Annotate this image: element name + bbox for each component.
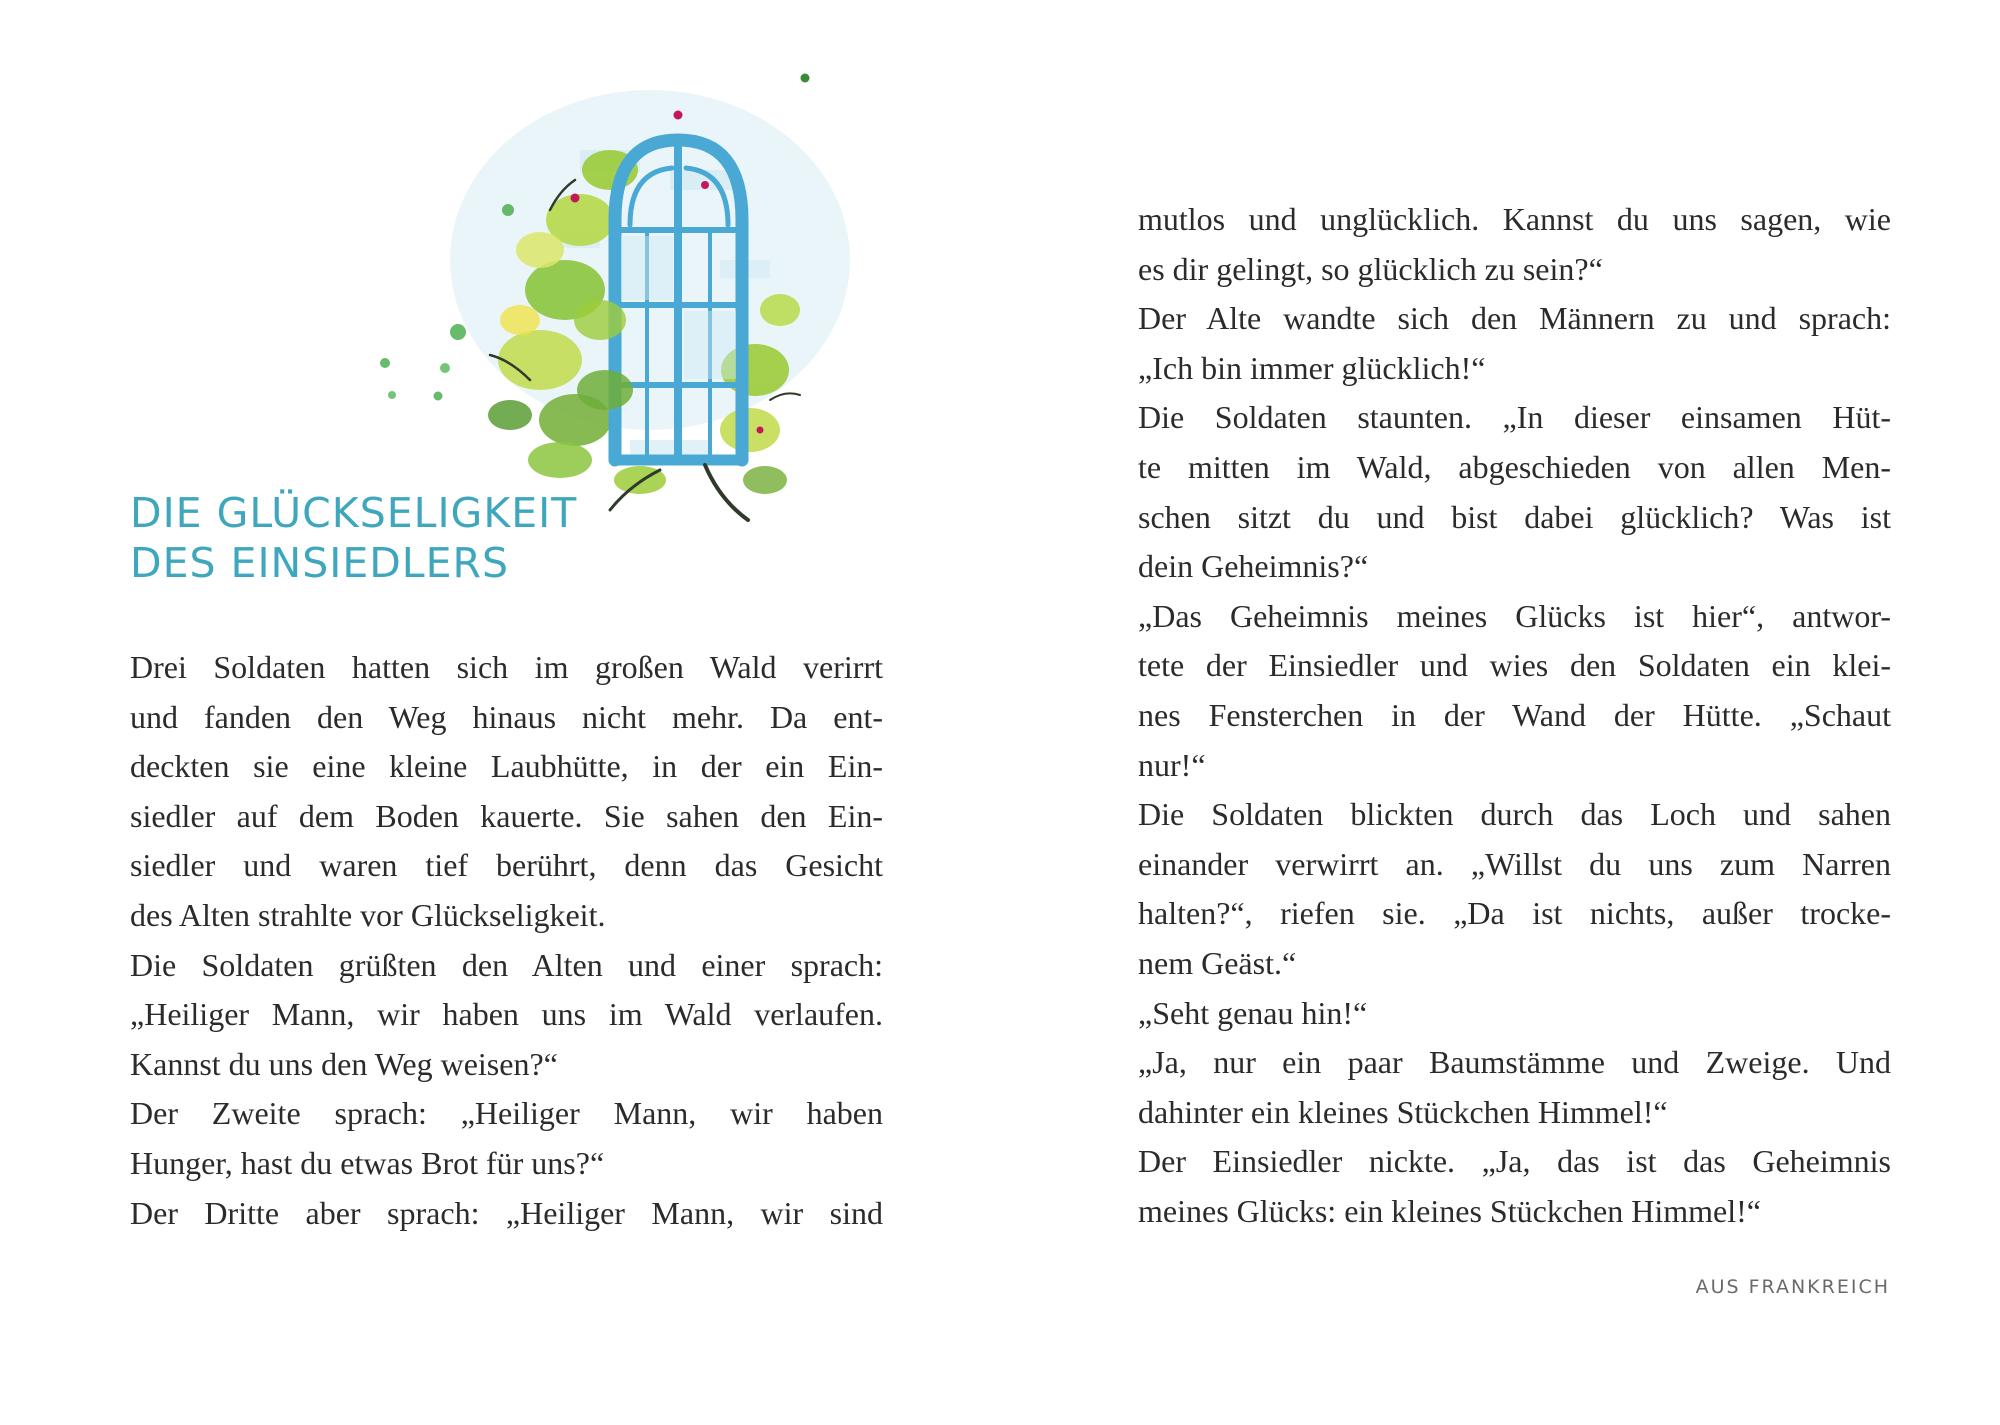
right-text-line: „Das Geheimnis meines Glücks ist hier“, antwor- [1138,597,1891,634]
left-text-line: „Heiliger Mann, wir haben uns im Wald verlaufen. [130,996,883,1033]
right-text-line: Die Soldaten blickten durch das Loch und sahen [1138,796,1891,833]
left-text-line: Die Soldaten grüßten den Alten und einer sprach: [130,946,883,983]
left-text-line: Kannst du uns den Weg weisen?“ [130,1045,558,1082]
left-text-line: und fanden den Weg hinaus nicht mehr. Da ent- [130,698,883,735]
story-title [130,488,577,588]
right-text-line: „Seht genau hin!“ [1138,994,1368,1031]
left-text-line: siedler auf dem Boden kauerte. Sie sahen den Ein- [130,797,883,834]
right-text-line: Die Soldaten staunten. „In dieser einsamen Hüt- [1138,399,1891,436]
right-text-line: es dir gelingt, so glücklich zu sein?“ [1138,250,1603,287]
left-text-line: des Alten strahlte vor Glückseligkeit. [130,896,606,933]
left-text-line: Der Zweite sprach: „Heiliger Mann, wir haben [130,1095,883,1132]
right-text-line: meines Glücks: ein kleines Stückchen Himmel!“ [1138,1192,1761,1229]
right-text-line: nem Geäst.“ [1138,944,1297,981]
right-text-line: nur!“ [1138,746,1206,783]
right-text-line: Der Einsiedler nickte. „Ja, das ist das Geheimnis [1138,1143,1891,1180]
left-text-line: Hunger, hast du etwas Brot für uns?“ [130,1144,605,1181]
right-text-line: schen sitzt du und bist dabei glücklich? Was ist [1138,498,1891,535]
window-illustration [360,60,960,560]
right-text-line: Der Alte wandte sich den Männern zu und sprach: [1138,300,1891,337]
left-text-column [130,643,883,1238]
source-credit: AUS FRANKREICH [1695,1276,1890,1298]
right-text-line: dein Geheimnis?“ [1138,548,1369,585]
right-text-column [1138,195,1891,1236]
right-text-line: dahinter ein kleines Stückchen Himmel!“ [1138,1093,1668,1130]
left-text-line: Der Dritte aber sprach: „Heiliger Mann, wir sind [130,1194,883,1231]
left-text-line: deckten sie eine kleine Laubhütte, in der ein Ein- [130,748,883,785]
right-text-line: nes Fensterchen in der Wand der Hütte. „Schaut [1138,696,1891,733]
story-title-line-2: DES EINSIEDLERS [130,539,510,587]
right-text-line: mutlos und unglücklich. Kannst du uns sagen, wie [1138,201,1891,237]
left-text-line: Drei Soldaten hatten sich im großen Wald verirrt [130,649,883,685]
right-text-line: te mitten im Wald, abgeschieden von allen Men- [1138,448,1891,485]
right-text-line: „Ja, nur ein paar Baumstämme und Zweige. Und [1138,1044,1891,1081]
right-text-line: einander verwirrt an. „Willst du uns zum Narren [1138,845,1891,882]
left-text-line: siedler und waren tief berührt, denn das Gesicht [130,847,883,884]
story-title-line-1: DIE GLÜCKSELIGKEIT [130,489,578,537]
right-text-line: „Ich bin immer glücklich!“ [1138,349,1486,386]
right-text-line: tete der Einsiedler und wies den Soldaten ein klei- [1138,647,1891,684]
right-text-line: halten?“, riefen sie. „Da ist nichts, außer trocke- [1138,895,1891,932]
